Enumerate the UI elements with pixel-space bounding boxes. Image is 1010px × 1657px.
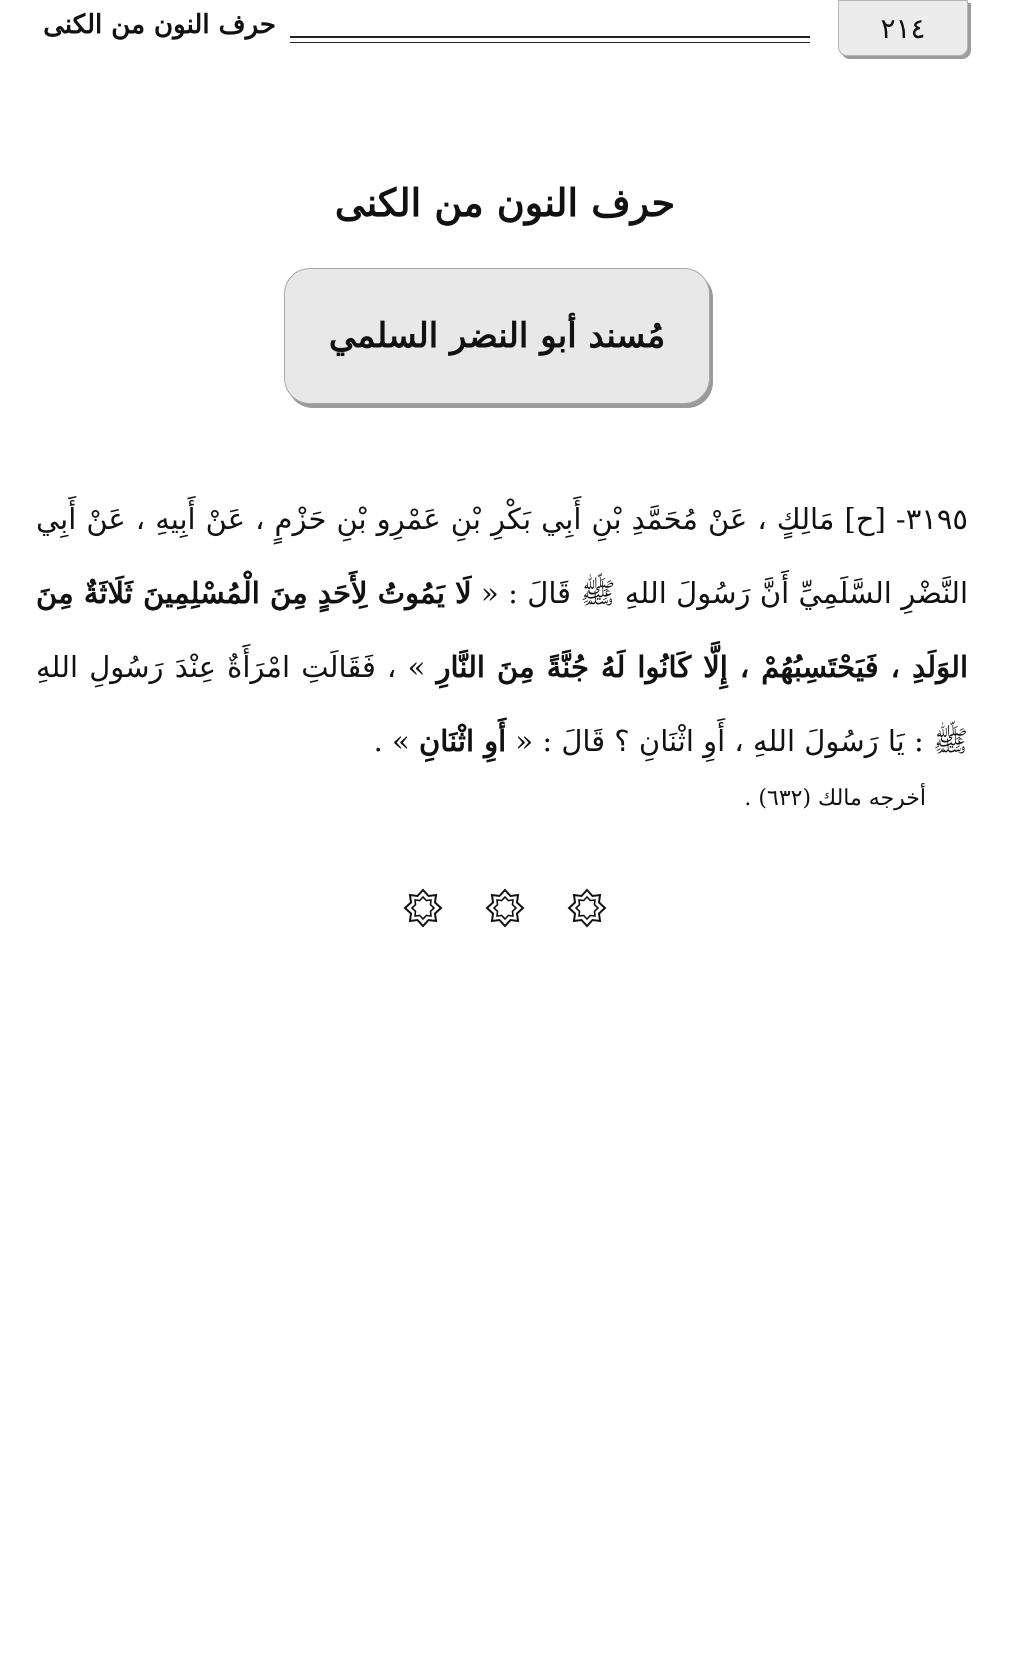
section-end-ornaments bbox=[0, 888, 1010, 932]
hadith-text bbox=[36, 482, 968, 778]
star-ornament-icon bbox=[567, 888, 607, 928]
header-rule bbox=[290, 36, 810, 43]
hadith-intro: ٣١٩٥- [ح] مَالِكٍ ، عَنْ مُحَمَّدِ بْنِ أَبِي بَكْرِ بْنِ عَمْرِو بْنِ حَزْمٍ ، عَنْ أَبِيهِ ، عَنْ أَبِي النَّضْرِ السَّلَمِيِّ أَنَّ رَسُولَ اللهِ ﷺ قَالَ : « bbox=[36, 502, 969, 610]
page-number-box bbox=[838, 0, 968, 56]
star-ornament-icon bbox=[485, 888, 525, 928]
running-title: حرف النون من الكنى bbox=[43, 10, 276, 40]
chapter-title: حرف النون من الكنى bbox=[334, 180, 676, 225]
star-ornament-icon bbox=[403, 888, 443, 928]
page-number: ٢١٤ bbox=[880, 11, 926, 45]
takhrij-note: أخرجه مالك (٦٣٢) . bbox=[744, 786, 926, 811]
hadith-saying-1: لَا يَمُوتُ لِأَحَدٍ مِنَ الْمُسْلِمِينَ ثَلَاثَةٌ مِنَ الوَلَدِ ، فَيَحْتَسِبُهُمْ ، إِلَّا كَانُوا لَهُ جُنَّةً مِنَ النَّارِ bbox=[36, 576, 969, 684]
musnad-heading: مُسند أبو النضر السلمي bbox=[328, 316, 666, 356]
hadith-ending: » . bbox=[373, 724, 419, 758]
hadith-saying-2: أَوِ اثْنَانِ bbox=[418, 724, 507, 758]
hadith-middle: » ، فَقَالَتِ امْرَأَةٌ عِنْدَ رَسُولِ اللهِ ﷺ : يَا رَسُولَ اللهِ ، أَوِ اثْنَانِ ؟ قَالَ : « bbox=[36, 650, 968, 758]
musnad-heading-box bbox=[284, 268, 710, 404]
